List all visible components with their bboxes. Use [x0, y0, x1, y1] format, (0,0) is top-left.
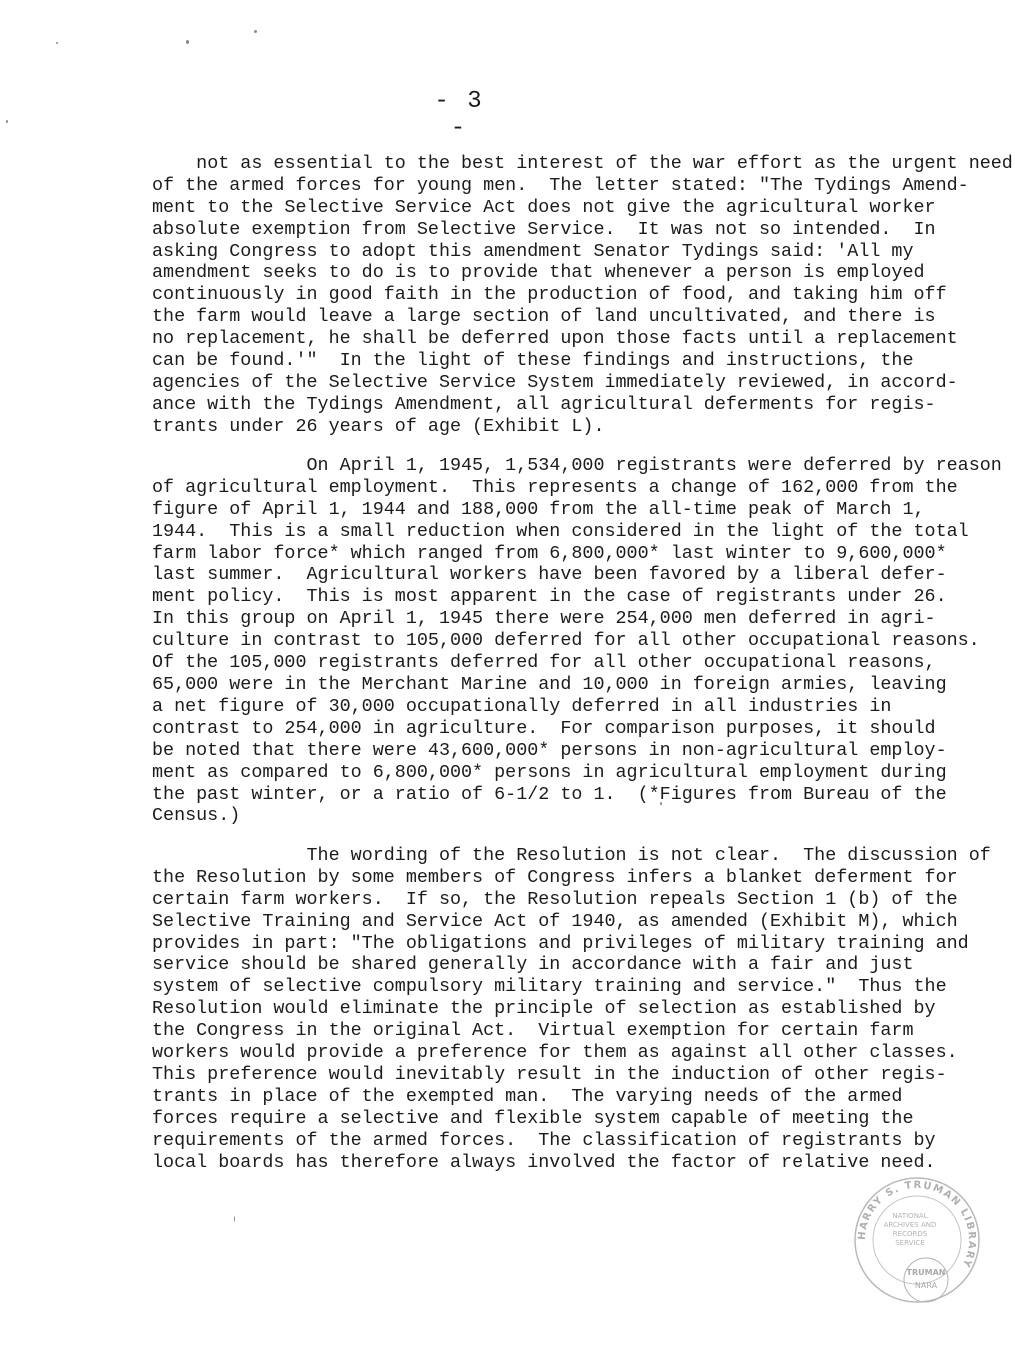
text-line: system of selective compulsory military training and service." Thus the	[152, 976, 947, 998]
text-line: no replacement, he shall be deferred upon those facts until a replacement	[152, 328, 958, 350]
scan-speck	[6, 120, 8, 123]
text-line: amendment seeks to do is to provide that whenever a person is employed	[152, 262, 925, 284]
stamp-inner-text: SERVICE	[895, 1239, 925, 1247]
text-line: the past winter, or a ratio of 6-1/2 to 1. (*Figures from Bureau of the	[152, 783, 947, 805]
scan-speck	[56, 42, 58, 44]
text-line: culture in contrast to 105,000 deferred for all other occupational reasons.	[152, 630, 980, 652]
text-line: service should be shared generally in accordance with a fair and just	[152, 954, 914, 976]
text-line: Resolution would eliminate the principle of selection as established by	[152, 998, 936, 1020]
text-line: In this group on April 1, 1945 there were 254,000 men deferred in agri-	[152, 608, 936, 630]
text-line: figure of April 1, 1944 and 188,000 from the all-time peak of March 1,	[152, 498, 925, 520]
text-line: contrast to 254,000 in agriculture. For comparison purposes, it should	[152, 717, 936, 739]
text-line: provides in part: "The obligations and privileges of military training and	[152, 932, 969, 954]
text-line: requirements of the armed forces. The classification of registrants by	[152, 1129, 936, 1151]
text-line: of the armed forces for young men. The letter stated: "The Tydings Amend-	[152, 174, 969, 196]
text-line: can be found.'" In the light of these findings and instructions, the	[152, 350, 914, 372]
text-line: the Congress in the original Act. Virtual exemption for certain farm	[152, 1020, 914, 1042]
text-line: the farm would leave a large section of land uncultivated, and there is	[152, 306, 936, 328]
text-line: trants under 26 years of age (Exhibit L).	[152, 415, 605, 437]
stamp-inner-text: RECORDS	[892, 1230, 928, 1238]
text-line: ance with the Tydings Amendment, all agricultural deferments for regis-	[152, 393, 936, 415]
stamp-small-seal-text: TRUMAN	[906, 1268, 946, 1277]
scan-speck	[234, 1216, 235, 1222]
text-line: ment as compared to 6,800,000* persons in agricultural employment during	[152, 761, 947, 783]
stamp-small-seal-text: NARA	[914, 1281, 938, 1290]
paragraph-resolution-wording	[152, 823, 991, 1174]
scan-speck	[186, 40, 189, 44]
text-line: continuously in good faith in the production of food, and taking him off	[152, 284, 947, 306]
text-line: On April 1, 1945, 1,534,000 registrants were deferred by reason	[196, 454, 1002, 476]
text-line: the Resolution by some members of Congress infers a blanket deferment for	[152, 866, 958, 888]
text-line: be noted that there were 43,600,000* persons in non-agricultural employ-	[152, 739, 947, 761]
text-line: certain farm workers. If so, the Resolution repeals Section 1 (b) of the	[152, 888, 958, 910]
truman-library-stamp	[852, 1160, 982, 1320]
stamp-inner-text: ARCHIVES AND	[883, 1221, 937, 1229]
stamp-inner-text: NATIONAL	[892, 1212, 928, 1220]
paragraph-tydings-amendment	[152, 131, 1013, 438]
text-line: asking Congress to adopt this amendment Senator Tydings said: 'All my	[152, 240, 914, 262]
text-line: farm labor force* which ranged from 6,800,000* last winter to 9,600,000*	[152, 542, 947, 564]
text-line: The wording of the Resolution is not clear. The discussion of	[196, 844, 991, 866]
stamp-small-seal	[904, 1258, 948, 1302]
text-line: Selective Training and Service Act of 1940, as amended (Exhibit M), which	[152, 910, 958, 932]
text-line: absolute exemption from Selective Service. It was not so intended. In	[152, 218, 936, 240]
text-line: This preference would inevitably result in the induction of other regis-	[152, 1063, 947, 1085]
text-line: trants in place of the exempted man. The varying needs of the armed	[152, 1085, 903, 1107]
text-line: forces require a selective and flexible system capable of meeting the	[152, 1107, 914, 1129]
text-line: ment to the Selective Service Act does not give the agricultural worker	[152, 196, 936, 218]
text-line: of agricultural employment. This represents a change of 162,000 from the	[152, 476, 958, 498]
text-line: last summer. Agricultural workers have been favored by a liberal defer-	[152, 564, 947, 586]
text-line: not as essential to the best interest of the war effort as the urgent need	[196, 152, 1013, 174]
text-line: ment policy. This is most apparent in the case of registrants under 26.	[152, 586, 947, 608]
text-line: 1944. This is a small reduction when considered in the light of the total	[152, 520, 969, 542]
paragraph-agricultural-deferments	[152, 433, 1002, 827]
scan-speck	[254, 30, 257, 33]
text-line: 65,000 were in the Merchant Marine and 10,000 in foreign armies, leaving	[152, 673, 947, 695]
text-line: workers would provide a preference for them as against all other classes.	[152, 1042, 958, 1064]
text-line: Of the 105,000 registrants deferred for all other occupational reasons,	[152, 652, 936, 674]
text-line: agencies of the Selective Service System immediately reviewed, in accord-	[152, 371, 958, 393]
text-line: a net figure of 30,000 occupationally deferred in all industries in	[152, 695, 892, 717]
page-number: - 3 -	[434, 88, 484, 142]
stamp-ring-text: HARRY S. TRUMAN LIBRARY	[856, 1179, 978, 1270]
text-line: local boards has therefore always involved the factor of relative need.	[152, 1151, 936, 1173]
text-line: Census.)	[152, 805, 241, 827]
